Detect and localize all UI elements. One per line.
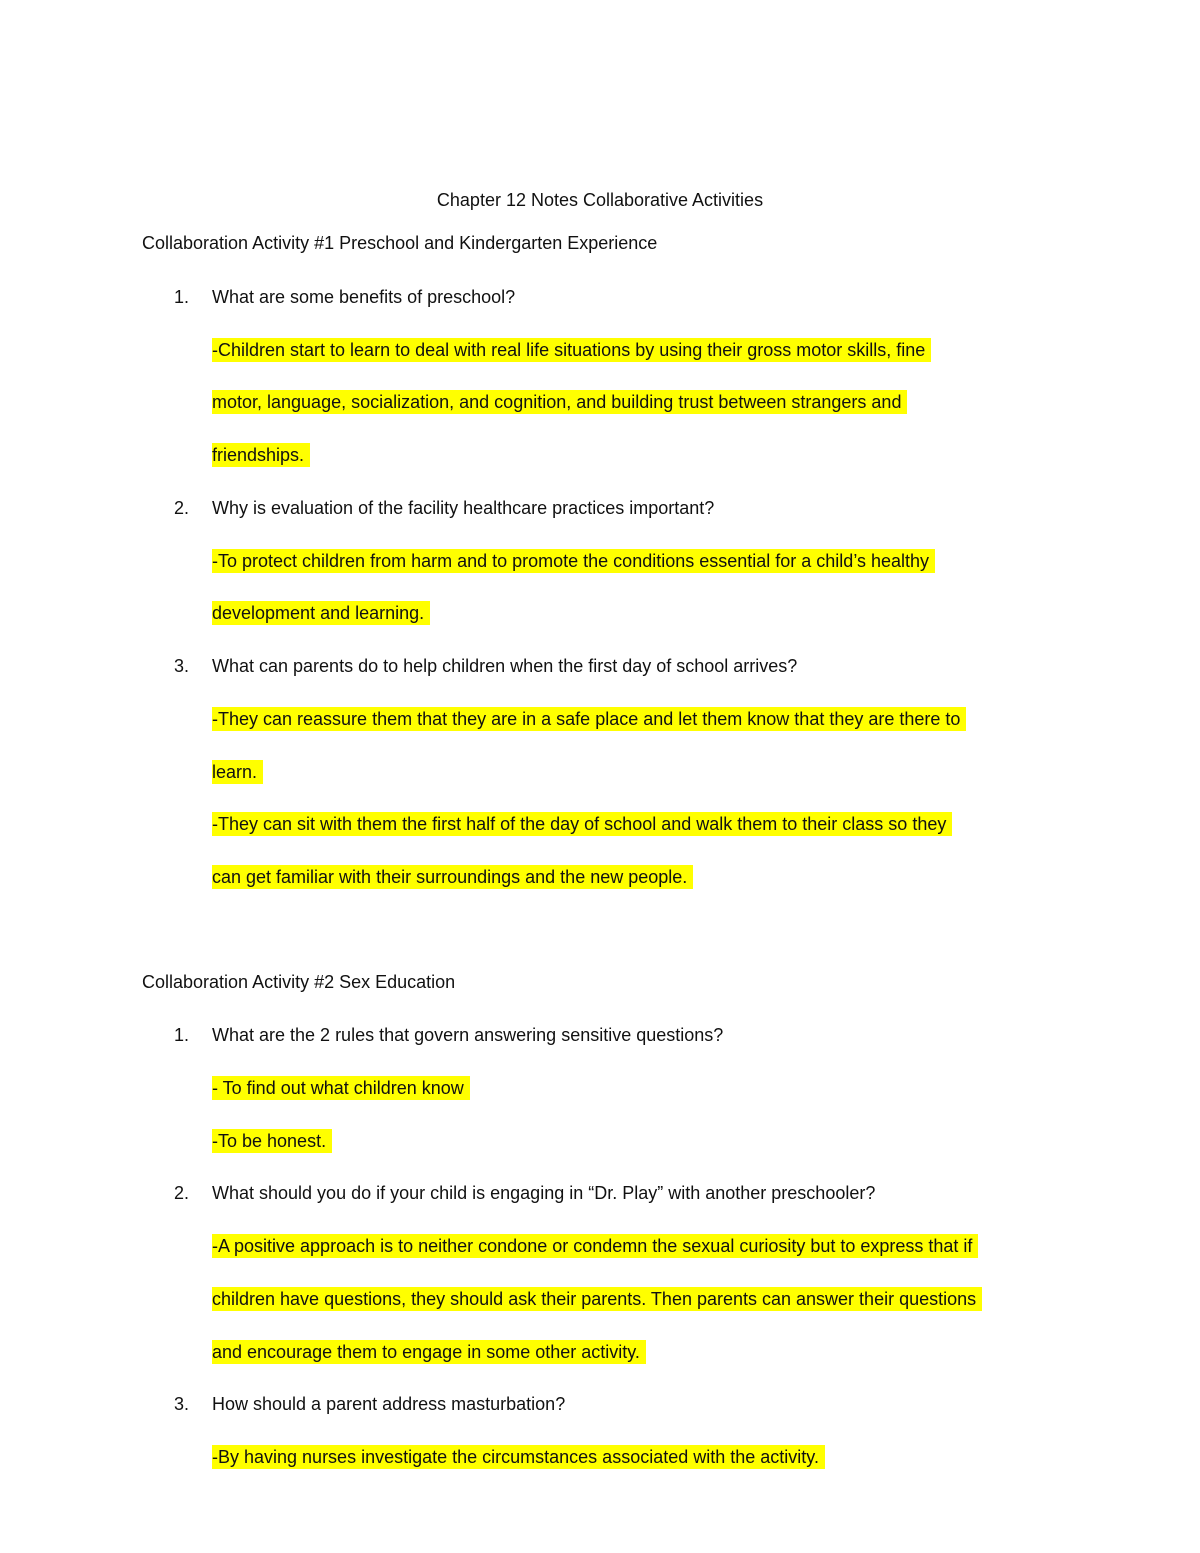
question-text: What are the 2 rules that govern answering sensitive questions?: [212, 1025, 724, 1045]
section-heading-2: Collaboration Activity #2 Sex Education: [142, 972, 456, 992]
question-text: What should you do if your child is engaging in “Dr. Play” with another preschooler?: [212, 1183, 876, 1203]
question-text: Why is evaluation of the facility healthcare practices important?: [212, 498, 715, 518]
question-number: 1.: [174, 287, 190, 307]
highlighted-answer-text: learn.: [212, 760, 263, 784]
question-number: 1.: [174, 1025, 190, 1045]
answer-line: [212, 1340, 646, 1364]
highlighted-answer-text: -They can reassure them that they are in a safe place and let them know that they are there to: [212, 707, 966, 731]
question-number: 2.: [174, 1183, 190, 1203]
question-text: How should a parent address masturbation?: [212, 1394, 566, 1414]
highlighted-answer-text: -To be honest.: [212, 1129, 332, 1153]
highlighted-answer-text: -They can sit with them the first half of the day of school and walk them to their class so they: [212, 812, 952, 836]
answer-line: [212, 707, 966, 731]
section-heading-1: Collaboration Activity #1 Preschool and Kindergarten Experience: [142, 233, 658, 253]
answer-line: [212, 865, 693, 889]
highlighted-answer-text: can get familiar with their surroundings and the new people.: [212, 865, 693, 889]
highlighted-answer-text: -By having nurses investigate the circumstances associated with the activity.: [212, 1445, 825, 1469]
answer-line: [212, 549, 935, 573]
answer-line: [212, 601, 430, 625]
highlighted-answer-text: -Children start to learn to deal with real life situations by using their gross motor skills, fine: [212, 338, 931, 362]
highlighted-answer-text: development and learning.: [212, 601, 430, 625]
answer-line: [212, 812, 952, 836]
highlighted-answer-text: friendships.: [212, 443, 310, 467]
question-text: What are some benefits of preschool?: [212, 287, 516, 307]
highlighted-answer-text: and encourage them to engage in some other activity.: [212, 1340, 646, 1364]
document-title: Chapter 12 Notes Collaborative Activities: [436, 190, 764, 210]
highlighted-answer-text: -To protect children from harm and to promote the conditions essential for a child’s healthy: [212, 549, 935, 573]
highlighted-answer-text: motor, language, socialization, and cognition, and building trust between strangers and: [212, 390, 907, 414]
answer-line: [212, 760, 263, 784]
question-number: 3.: [174, 1394, 190, 1414]
answer-line: [212, 1445, 825, 1469]
answer-line: [212, 338, 931, 362]
answer-line: [212, 390, 907, 414]
highlighted-answer-text: children have questions, they should ask their parents. Then parents can answer their questions: [212, 1287, 982, 1311]
answer-line: [212, 1234, 978, 1258]
answer-line: [212, 1287, 982, 1311]
question-number: 3.: [174, 656, 190, 676]
question-number: 2.: [174, 498, 190, 518]
answer-line: [212, 1076, 470, 1100]
question-text: What can parents do to help children when the first day of school arrives?: [212, 656, 798, 676]
highlighted-answer-text: - To find out what children know: [212, 1076, 470, 1100]
highlighted-answer-text: -A positive approach is to neither condone or condemn the sexual curiosity but to express that if: [212, 1234, 978, 1258]
answer-line: [212, 443, 310, 467]
answer-line: [212, 1129, 332, 1153]
